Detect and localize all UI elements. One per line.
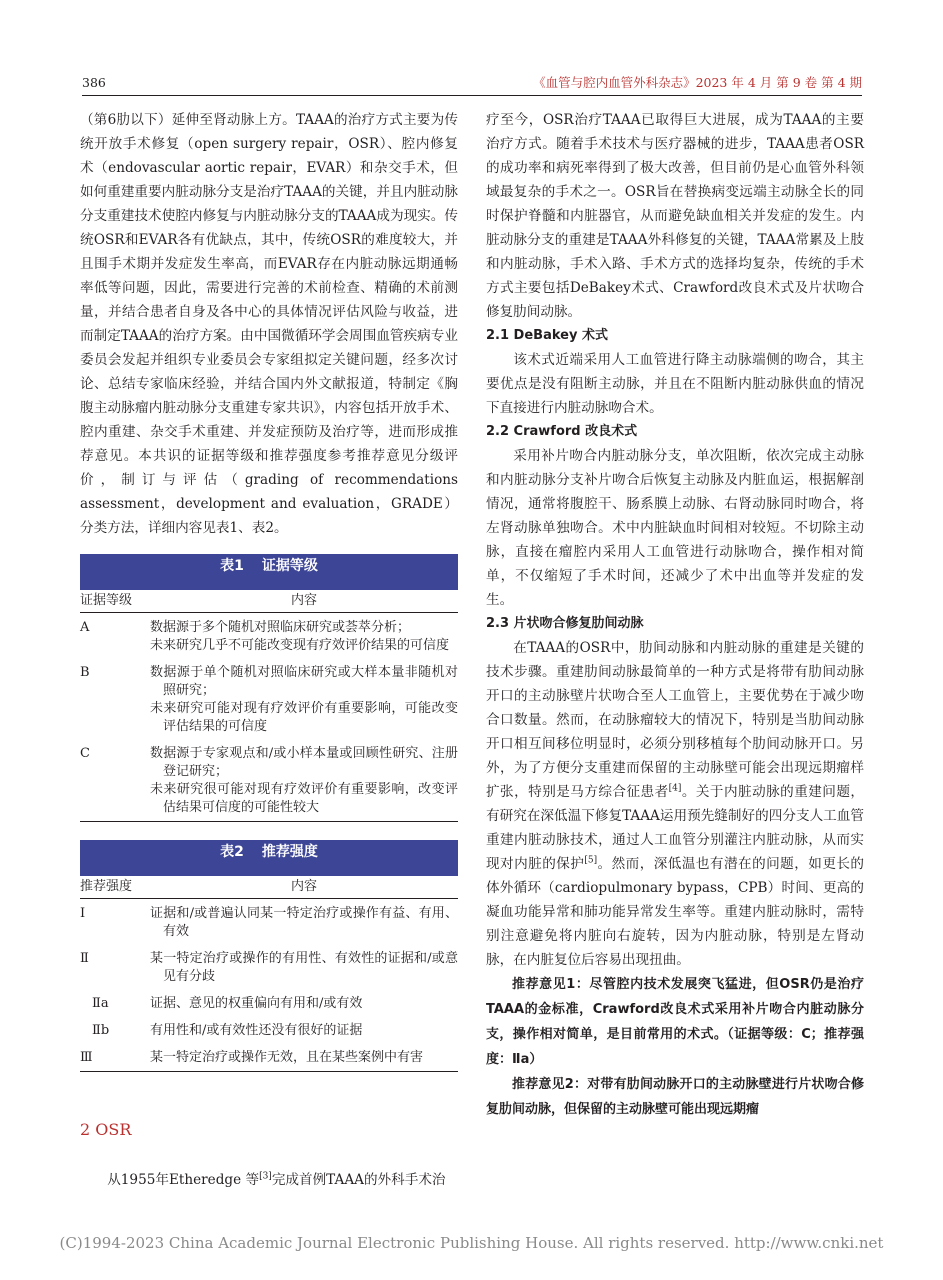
- section-osr-line-end: 完成首例TAAA的外科手术治: [271, 1172, 446, 1188]
- table2-row-iii-text: 某一特定治疗或操作无效，且在某些案例中有害: [150, 1043, 458, 1072]
- paragraph-2-2: 采用补片吻合内脏动脉分支，单次阻断，依次完成主动脉和内脏动脉分支补片吻合后恢复主动脉及内脏血运，根据解剖情况，通常将腹腔干、肠系膜上动脉、右肾动脉同时吻合，将左肾动脉单独吻合。术中内脏缺血时间相对较短。不切除主动脉，直接在瘤腔内采用人工血管进行动脉吻合，操作相对简单，不仅缩短了手术时间，还减少了术中出血等并发症的发生。: [486, 448, 864, 608]
- intro-paragraph: （第6肋以下）延伸至肾动脉上方。TAAA的治疗方式主要为传统开放手术修复（open surgery repair，OSR）、腔内修复术（endovascular aortic repair，EVAR）和杂交手术，但如何重建重要内脏动脉分支是治疗TAAA的关键，并且内脏动脉分支重建技术使腔内修复与内脏动脉分支的TAAA成为现实。传统OSR和EVAR各有优缺点，其中，传统OSR的难度较大，并且围手术期并发症发生率高，而EVAR存在内脏动脉远期通畅率低等问题，因此，需要进行完善的术前检查、精确的术前测量，并结合患者自身及各中心的具体情况评估风险与收益，进而制定TAAA的治疗方案。由中国微循环学会周围血管疾病专业委员会发起并组织专业委员会专家组拟定关键问题，经多次讨论、总结专家临床经验，并结合国内外文献报道，特制定《胸腹主动脉瘤内脏动脉分支重建专家共识》，内容包括开放手术、腔内重建、杂交手术重建、并发症预防及治疗等，进而形成推荐意见。本共识的证据等级和推荐强度参考推荐意见分级评价，制订与评估（grading of recommendations assessment，development and evaluation，GRADE）分类方法，详细内容见表1、表2。: [80, 112, 458, 536]
- table2-grade-iib: Ⅱb: [92, 1023, 110, 1038]
- table-evidence-levels: [80, 554, 458, 822]
- heading-2-1: 2.1 DeBakey 术式: [486, 328, 608, 343]
- citation-ref-4: [4]: [668, 783, 682, 794]
- section-osr-first-line: [80, 1168, 458, 1192]
- section-osr-line-start: 从1955年Etheredge 等: [107, 1172, 260, 1188]
- section-heading-osr: 2 OSR: [80, 1120, 132, 1139]
- table-row: [80, 1043, 458, 1072]
- heading-2-2: 2.2 Crawford 改良术式: [486, 424, 638, 439]
- table2-grade-iii: Ⅲ: [80, 1043, 150, 1072]
- table-row: [80, 899, 458, 945]
- table-row: [80, 989, 458, 1016]
- table-row: [80, 658, 458, 739]
- table2-grade-i: Ⅰ: [80, 906, 86, 921]
- table2-row-iia-text: 证据、意见的权重偏向有用和/或有效: [150, 996, 363, 1011]
- journal-citation: 《血管与腔内血管外科杂志》2023 年 4 月 第 9 卷 第 4 期: [533, 75, 862, 90]
- table1-label: 表1: [220, 558, 244, 574]
- table-row: [80, 1016, 458, 1043]
- table2-caption: [80, 840, 458, 876]
- table2-label: 表2: [220, 844, 244, 860]
- table2-grade-iia: Ⅱa: [92, 996, 109, 1011]
- table1-row-c-line1: 数据源于专家观点和/或小样本量或回顾性研究、注册登记研究；: [150, 746, 458, 779]
- table2-row-iib-text: 有用性和/或有效性还没有很好的证据: [150, 1023, 363, 1038]
- table-row: [80, 739, 458, 822]
- paragraph-2-3-part1: 在TAAA的OSR中，肋间动脉和内脏动脉的重建是关键的技术步骤。重建肋间动脉最简单的一种方式是将带有肋间动脉开口的主动脉壁片状吻合至人工血管上，主要优势在于减少吻合口数量。然而，在动脉瘤较大的情况下，特别是当肋间动脉开口相互间移位明显时，必须分别移植每个肋间动脉开口。另外，为了方便分支重建而保留的主动脉壁可能会出现远期瘤样扩张，特别是马方综合征患者: [486, 640, 864, 800]
- right-column: [486, 108, 864, 1122]
- table2-title: 推荐强度: [261, 844, 318, 860]
- table1-row-c-line2: 未来研究很可能对现有疗效评价有重要影响，改变评估结果可信度的可能性较大: [150, 782, 458, 815]
- page-header: [82, 73, 862, 96]
- table1-row-b-line1: 数据源于单个随机对照临床研究或大样本量非随机对照研究；: [150, 665, 458, 698]
- table1-row-a-line1: 数据源于多个随机对照临床研究或荟萃分析；: [150, 620, 411, 635]
- table2-header-grade: 推荐强度: [80, 876, 150, 899]
- table1-header-content: 内容: [150, 590, 458, 613]
- table1-row-a-line2: 未来研究几乎不可能改变现有疗效评价结果的可信度: [150, 638, 450, 653]
- table-row: [80, 944, 458, 989]
- table1-grade-a: A: [80, 620, 90, 635]
- table1-title: 证据等级: [261, 558, 318, 574]
- table1-caption: [80, 554, 458, 590]
- copyright-footer: (C)1994-2023 China Academic Journal Electronic Publishing House. All rights reserved. http://www.cnki.net: [59, 1234, 884, 1252]
- table2-row-ii-text: 某一特定治疗或操作的有用性、有效性的证据和/或意见有分歧: [150, 951, 458, 984]
- table-row: [80, 613, 458, 659]
- paragraph-2-3-part3: 。然而，深低温也有潜在的问题，如更长的体外循环（cardiopulmonary bypass，CPB）时间、更高的凝血功能异常和肺功能异常发生率等。重建内脏动脉时，需特别注意避免将内脏向右旋转，因为内脏动脉，特别是左肾动脉，在内脏复位后容易出现扭曲。: [486, 856, 865, 968]
- table1-grade-b: B: [80, 665, 90, 680]
- paragraph-2-3-part2: 。关于内脏动脉的重建问题，有研究在深低温下修复TAAA运用预先缝制好的四分支人工血管重建内脏动脉技术，通过人工血管分别灌注内脏动脉，从而实现对内脏的保护: [486, 784, 864, 872]
- table2-grade-ii: Ⅱ: [80, 951, 89, 966]
- osr-intro-paragraph: 疗至今，OSR治疗TAAA已取得巨大进展，成为TAAA的主要治疗方式。随着手术技术与医疗器械的进步，TAAA患者OSR的成功率和病死率得到了极大改善，但目前仍是心血管外科领域最复杂的手术之一。OSR旨在替换病变远端主动脉全长的同时保护脊髓和内脏器官，从而避免缺血相关并发症的发生。内脏动脉分支的重建是TAAA外科修复的关键，TAAA常累及上肢和内脏动脉，手术入路、手术方式的选择均复杂，传统的手术方式主要包括DeBakey术式、Crawford改良术式及片状吻合修复肋间动脉。: [486, 112, 864, 320]
- recommendation-1: 推荐意见1：尽管腔内技术发展突飞猛进，但OSR仍是治疗TAAA的金标准，Crawford改良术式采用补片吻合内脏动脉分支，操作相对简单，是目前常用的术式。（证据等级：C；推荐强度：Ⅱa）: [486, 977, 864, 1067]
- page-number: 386: [82, 75, 106, 90]
- table2-header-content: 内容: [150, 876, 458, 899]
- heading-2-3: 2.3 片状吻合修复肋间动脉: [486, 616, 644, 631]
- table-recommendation-strength: [80, 840, 458, 1072]
- table2-row-i-text: 证据和/或普遍认同某一特定治疗或操作有益、有用、有效: [150, 906, 458, 939]
- left-column: [80, 108, 458, 1072]
- table1-grade-c: C: [80, 739, 150, 822]
- paragraph-2-1: 该术式近端采用人工血管进行降主动脉端侧的吻合，其主要优点是没有阻断主动脉，并且在不阻断内脏动脉供血的情况下直接进行内脏动脉吻合术。: [486, 352, 864, 416]
- citation-ref-3: [3]: [259, 1171, 272, 1182]
- paragraph-2-3: [486, 636, 864, 972]
- citation-ref-5: [5]: [584, 855, 598, 866]
- table1-row-b-line2: 未来研究可能对现有疗效评价有重要影响，可能改变评估结果的可信度: [150, 701, 458, 734]
- recommendation-2: 推荐意见2：对带有肋间动脉开口的主动脉壁进行片状吻合修复肋间动脉，但保留的主动脉壁可能出现远期瘤: [486, 1077, 864, 1117]
- table1-header-grade: 证据等级: [80, 590, 150, 613]
